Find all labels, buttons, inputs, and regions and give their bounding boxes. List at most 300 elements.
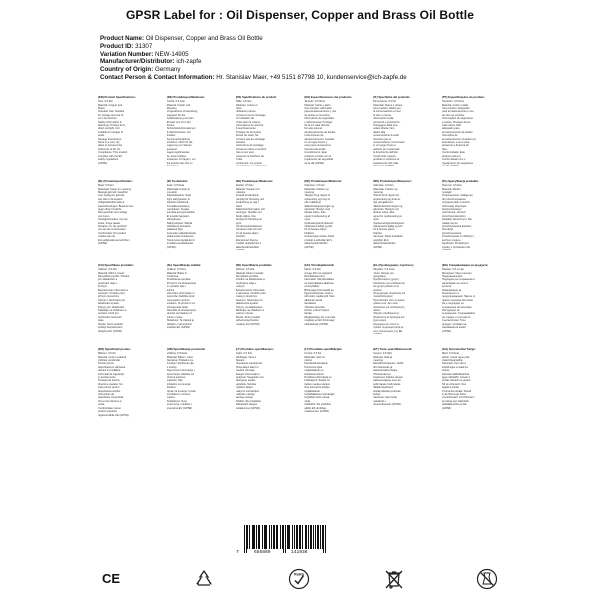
spec-line: używania oleju w kuchni.	[441, 201, 471, 205]
spec-block	[442, 264, 506, 334]
spec-line: съхранение на киселини.	[441, 305, 473, 309]
info-label: Contact Person & Contact Information:	[100, 73, 215, 81]
spec-line: varování: Chraňte před	[98, 292, 125, 296]
spec-line: Størrelse: 0,5 liter	[304, 184, 325, 188]
spec-line: Safety Information &	[98, 120, 122, 124]
spec-block	[304, 180, 368, 250]
spec-line: Προστατέψτε από το άμεσο	[373, 298, 405, 302]
spec-line: Größe: 0,5 Liter	[166, 100, 185, 104]
spec-line: τους κανονισμούς της ΕΕ	[373, 329, 403, 333]
spec-line: misiņš	[304, 359, 312, 363]
spec-line: solar direta. Não	[441, 124, 462, 128]
spec-line: directe du soleil. Ne	[235, 134, 259, 138]
spec-line: predpisy EÚ (GPSR).	[235, 322, 261, 326]
spec-line: seco para conservar la	[304, 144, 331, 148]
spec-line: direkter	[166, 134, 176, 138]
spec-line: atbilst ES drošības	[304, 406, 327, 410]
spec-line: y advertencias: Proteger	[304, 120, 333, 124]
spec-line: säilytykseen.	[166, 218, 182, 222]
spec-line: Rendeltetésszerű	[304, 275, 325, 279]
spec-line: Información de seguridad	[304, 117, 334, 121]
spec-line: Οδηγίες αποθήκευσης:	[373, 312, 400, 316]
ce-mark-icon: CE	[101, 571, 121, 586]
spec-line: d'acides.	[235, 141, 246, 145]
barcode-number-middle-right: 141936	[291, 550, 308, 555]
spec-line: bezpieczeństwa i	[441, 208, 462, 212]
spec-block-title: (ET) Toote spetsifikatsioonid:	[373, 348, 413, 351]
spec-line: mosiądz	[441, 191, 452, 195]
spec-line: Dydis: 0,5 litro	[235, 352, 253, 356]
spec-line: fräschör.	[235, 235, 246, 239]
spec-line: Przeznaczenie: Nadaje się	[441, 194, 473, 198]
spec-line: svjetlosti. Nije	[166, 379, 183, 383]
no-acid-icon	[476, 568, 498, 590]
spec-line: in un luogo fresco e	[373, 144, 396, 148]
spec-line: oppfyller EUs	[373, 238, 389, 242]
spec-line: messinki	[166, 191, 177, 195]
spec-line: Käyttötarkoitus: Sopii	[166, 194, 192, 198]
spec-block	[236, 264, 300, 334]
spec-line: solare diretta. Non	[373, 127, 395, 131]
spec-line: Pokyny pro skladování:	[98, 305, 125, 309]
spec-line: tegen direct zonlicht.	[98, 208, 122, 212]
spec-line: Materiaal: Koper en messing	[98, 187, 132, 191]
spec-line: tiesioginių saulės	[235, 379, 256, 383]
spec-line: olje på kjøkkenet.	[373, 201, 394, 205]
spec-line: Zgodność: Produkt jest	[441, 242, 469, 246]
spec-line: pro skladování a	[98, 278, 118, 282]
spec-line: кухнята.	[441, 285, 452, 289]
spec-line: prikladno za čuvanje	[166, 382, 191, 386]
spec-line: friskhet.	[373, 231, 383, 235]
spec-line: Instrucțiuni de	[98, 393, 115, 397]
barcode	[236, 525, 332, 561]
spec-line: ostrzeżenia: Chronić	[441, 211, 466, 215]
spec-line: regulamento de segurança	[441, 161, 473, 165]
info-row	[100, 35, 580, 43]
spec-line: Skladujte na chladnom a	[235, 309, 264, 313]
spec-line: използване на олио в	[441, 281, 468, 285]
spec-line: Piemērots eļļas	[304, 365, 323, 369]
spec-line: noteikumiem (GPSR).	[304, 410, 330, 414]
spec-line: čuvanje i korištenje ulja	[166, 362, 194, 366]
spec-line: et l'utilisation de	[235, 117, 254, 121]
spec-line	[442, 249, 506, 250]
spec-line: neposredno sončno	[166, 298, 190, 302]
spec-block-title: (LT) Produkto specifikacijos:	[235, 348, 274, 351]
spec-block	[167, 180, 231, 250]
spec-line: sholas díreach na gréine.	[441, 379, 472, 383]
info-value: NEW-14905	[153, 50, 189, 58]
spec-block-title: (BG) Спецификации на продукта:	[441, 264, 489, 267]
spec-line: Méid: 0,5 lítear	[441, 352, 460, 356]
spec-line: skladování kyselin.	[98, 302, 120, 306]
spec-line: Varnostne informacije in	[166, 292, 195, 296]
spec-line: Protéger de la lumière	[235, 130, 262, 134]
spec-line: (GPSR).	[166, 245, 177, 249]
spec-line: Sikkerhetsinformasjon og	[373, 204, 403, 208]
spec-block-title: (DE) Produktspezifikationen:	[166, 96, 206, 99]
spec-line: armazenamento de ácidos.	[441, 130, 474, 134]
spec-line: tárolja.	[304, 312, 313, 316]
spec-line: și avertismente:	[98, 376, 117, 380]
spec-line: Material: Baker in	[166, 271, 187, 275]
spec-line: Informações de segurança	[441, 117, 473, 121]
spec-line: Faisnéis sábháilteachta	[441, 372, 470, 376]
spec-line: reikalavimus (GPSR).	[235, 406, 261, 410]
info-value: Germany	[153, 66, 181, 74]
barcode-bar	[277, 525, 278, 549]
spec-line: Conformidade: Este	[441, 151, 465, 155]
spec-line: Uzglabāšanas instrukcijas:	[304, 393, 336, 397]
spec-line: Skladujte na chladném a	[98, 309, 127, 313]
spec-line: depozitarea acizilor.	[98, 389, 121, 393]
spec-line: syrer.	[304, 218, 311, 222]
spec-line: izravne sunčeve	[166, 376, 186, 380]
spec-block	[304, 348, 368, 418]
spec-line: stóráil agus a úsáid sa	[441, 365, 468, 369]
spec-line: (GPSR).	[98, 242, 108, 246]
spec-line: κουζίνα.	[373, 288, 383, 292]
spec-block-title: (IT) Specifiche del prodotto:	[373, 96, 411, 99]
barcode-bar	[297, 525, 298, 549]
spec-line: Shoda: Tento produkt	[98, 322, 123, 326]
barcode-bar	[300, 525, 301, 549]
spec-line: alkalmas savak	[304, 298, 323, 302]
spec-line: Materiaali: Kupari ja	[166, 187, 190, 191]
spec-line: продукт отговаря на	[441, 322, 467, 326]
spec-block-title: (FR) Spécifications du produit:	[235, 96, 277, 99]
spec-line: kuhinji.	[166, 288, 175, 292]
spec-line: przechowywania kwasów.	[441, 225, 472, 229]
spec-block	[373, 348, 437, 418]
spec-line: Uso previsto: Adequado	[441, 107, 470, 111]
spec-line: kuchyni.	[235, 285, 246, 289]
spec-line: światłem słonecznym. Nie	[441, 218, 472, 222]
spec-line: Einsatz von Öl in der	[166, 120, 191, 124]
spec-line: Laikykite vėsioje,	[235, 393, 256, 397]
spec-line: nadaje się do	[441, 221, 458, 225]
spec-block	[167, 348, 231, 418]
spec-line: sobi hapete hoidmiseks.	[373, 382, 402, 386]
spec-line: Uso previsto: Adatto per	[373, 107, 401, 111]
spec-line: do przechowywania i	[441, 197, 467, 201]
spec-line: för att bevara oljans	[235, 231, 259, 235]
spec-line: suchom mieste.	[235, 312, 254, 316]
spec-line: Προβλεπόμενη χρήση:	[373, 278, 400, 282]
spec-line: Storage Instructions:	[98, 137, 122, 141]
spec-line: uscat.	[98, 403, 105, 407]
spec-block	[373, 264, 437, 334]
spec-line: Κατάλληλο για αποθήκευση	[373, 281, 405, 285]
spec-line: brīdinājumi: Sargāt no	[304, 379, 330, 383]
spec-line: direkte sollys. Ikke	[373, 211, 395, 215]
barcode-bar	[259, 525, 260, 549]
spec-line: van zuren.	[98, 214, 111, 218]
spec-line: Proteggere dalla luce	[373, 124, 398, 128]
spec-line: megfelel az EU biztonsági	[304, 319, 335, 323]
specifications-grid	[98, 96, 506, 418]
spec-line: Material: Kupfer und	[166, 103, 191, 107]
spec-line: friskhed.	[304, 231, 315, 235]
spec-line: for storage and use of	[98, 113, 124, 117]
spec-block-title: (RO) Specificații produs:	[98, 348, 131, 351]
spec-line: produto está em	[441, 154, 461, 158]
spec-line: Storlek: 0,5 liter	[235, 184, 254, 188]
spec-line: Przechowywać w chłodnym,	[441, 235, 475, 239]
spec-line: Veličina: 0,5 litara	[166, 352, 188, 356]
barcode-bar	[323, 525, 324, 553]
spec-line: Lämplig för förvaring och	[235, 197, 265, 201]
spec-block-title: (GA) Sonraíochtaí Táirge:	[441, 348, 476, 351]
spec-line: Veľkosť: 0,5 litra	[235, 268, 255, 272]
spec-line: (GPSR).	[304, 245, 315, 249]
spec-line	[442, 165, 506, 166]
spec-line: Materiał: Miedź i	[441, 187, 461, 191]
spec-line: suitable for storage of	[98, 130, 123, 134]
spec-line: Tamaño: 0,5 litros	[304, 100, 325, 104]
spec-line: Conformitate: Acest	[98, 406, 121, 410]
spec-block-title: (SE) Produktspecifikationer:	[235, 180, 274, 183]
spec-line: Säkerhetsinformation och	[235, 208, 266, 212]
spec-line: frais et sec pour	[235, 151, 255, 155]
spec-line: sikkerhetsforskrifter	[373, 242, 396, 246]
barcode-bars	[244, 525, 326, 549]
spec-line: koele, droge plaats	[98, 221, 120, 225]
spec-line: para armazenamento e uso	[441, 110, 474, 114]
spec-line: Intended Use: Suitable	[98, 110, 125, 114]
spec-line: Mărime: 0,5 litri	[98, 352, 116, 356]
barcode-bar	[325, 525, 326, 553]
spec-line: direkte sollys. Ikke	[304, 211, 326, 215]
spec-block-title: (DK) Produktspecifikationer:	[304, 180, 343, 183]
spec-line: Bezpečnostné informácie	[235, 288, 265, 292]
barcode-bar	[289, 525, 290, 549]
spec-line: viileässä ja kuivassa	[166, 225, 191, 229]
spec-line: Zhoda: Tento produkt	[235, 315, 261, 319]
spec-line: local fresco e seco para	[441, 141, 470, 145]
spec-line: shranjevanje kislin.	[166, 305, 189, 309]
spec-line: Sukladnost: Ovaj	[166, 399, 187, 403]
spec-line: produkt uppfyller EU:s	[235, 242, 262, 246]
spec-line: Primerno za shranjevanje	[166, 281, 197, 285]
spec-line: Lagerung von Säuren	[166, 144, 192, 148]
spec-line: depozitare: Depozitați	[98, 396, 124, 400]
spec-line: almacenamiento: Guardar	[304, 137, 335, 141]
spec-line: & avertissements:	[235, 127, 257, 131]
spec-line: Veiligheidsinformatie &	[98, 201, 125, 205]
spec-line: Comhlíonadh: Comhlíonann	[441, 396, 475, 400]
spec-line: na hladnom i suhom	[166, 393, 191, 397]
spec-line: Atbilstība: Šis produkts	[304, 403, 331, 407]
barcode-bar	[285, 525, 286, 553]
spec-line: įspėjimai: Saugokite nuo	[235, 376, 264, 380]
spec-line: Ei sovellu happojen	[166, 214, 190, 218]
spec-line: Predvidena uporaba:	[166, 278, 191, 282]
spec-block	[98, 348, 162, 418]
spec-line: Informazioni sulla	[373, 117, 394, 121]
spec-line: Protejați de lumina	[98, 379, 120, 383]
spec-line: Не е подходящ за	[441, 302, 464, 306]
spec-line: direkt solljus. Inte	[235, 214, 256, 218]
spec-block	[304, 264, 368, 334]
spec-line: Convient pour le stockage	[235, 113, 266, 117]
spec-line: Paredzētā lietošana:	[304, 362, 329, 366]
spec-line: õli hoidmiseks ja	[373, 365, 393, 369]
info-label: Manufacturer/Distributor:	[100, 58, 175, 66]
spec-line: Brass	[98, 107, 105, 111]
spec-block-title: (PL) Specyfikacja produktu:	[441, 180, 479, 183]
spec-line: uleiului în bucătărie.	[98, 369, 122, 373]
spec-line: Laikymo instrukcijos:	[235, 389, 260, 393]
spec-block	[373, 180, 437, 250]
spec-block	[442, 348, 506, 418]
spec-line: suhem mestu.	[166, 315, 184, 319]
spec-line: place to preserve the	[98, 144, 123, 148]
spec-line: Conserver dans un endroit	[235, 147, 267, 151]
spec-line: ηλιακό φως. Δεν είναι	[373, 302, 398, 306]
spec-line: mässing	[235, 191, 246, 195]
spec-line: Skladnost: Ta izdelek je	[166, 319, 194, 323]
info-row	[100, 74, 580, 82]
spec-block	[98, 96, 162, 166]
spec-line: armazenamento: Guardar em	[441, 137, 477, 141]
spec-line: Vorgesehene Verwendung:	[166, 110, 198, 114]
spec-line: Материал: Мед и месинг	[441, 271, 472, 275]
spec-line: skladen z varnostnimi	[166, 322, 192, 326]
spec-line: conformidade com o	[441, 158, 466, 162]
spec-line: Velikost: 0,5 litru	[98, 268, 117, 272]
spec-block-title: (FI) Tuotetiedot:	[166, 180, 188, 183]
spec-line: egnet for oppbevaring av	[373, 214, 402, 218]
spec-line: předpisy EU (GPSR).	[98, 329, 123, 333]
spec-block-title: (SL) Specifikacije izdelka:	[166, 264, 201, 267]
spec-line: l'huile.	[235, 158, 243, 162]
spec-line: przechowywania:	[441, 231, 462, 235]
spec-line: syrer.	[373, 218, 380, 222]
spec-line: και χρήση λαδιού στην	[373, 285, 400, 289]
spec-line: Numatytas naudojimas:	[235, 362, 263, 366]
spec-line: naudoti virtuvėje.	[235, 369, 256, 373]
spec-line: Säilytysohjeet: Säilytä	[166, 221, 193, 225]
barcode-bar	[249, 525, 250, 549]
spec-line: Opslaginstructies: Op een	[98, 218, 128, 222]
spec-line: Tárolási útmutató:	[304, 305, 326, 309]
info-value: Hr. Stanislav Maer, +49 5151 87798 10, kundenservice@ich-zapfe.de	[214, 73, 407, 81]
spec-line: for å bevare oljens	[373, 228, 395, 232]
barcode-bar	[308, 525, 309, 549]
spec-line: Avsedd användning:	[235, 194, 260, 198]
spec-line: conservazione di acidi.	[373, 134, 400, 138]
spec-line: изискванията на ЕС	[441, 326, 467, 330]
info-row	[100, 43, 580, 51]
spec-line: Подходящ за съхранение и	[441, 278, 475, 282]
spec-line: Material: Cobre y latón	[304, 103, 331, 107]
spec-line: agus rabhaidh: Cosain ó	[441, 376, 471, 380]
spec-line: säkerhetsföreskrifter	[235, 245, 260, 249]
spec-line: Matériau: Cuivre et	[235, 103, 258, 107]
spec-line: Materiāls: Varš un	[304, 355, 326, 359]
spec-line: para almacenamiento y uso	[304, 110, 337, 114]
spec-line: προειδοποιήσεις:	[373, 295, 393, 299]
spec-line: aigéid a stóráil.	[441, 386, 460, 390]
spec-line: Säilitamisjuhised:	[373, 386, 394, 390]
spec-line: οξέων.	[373, 309, 381, 313]
spec-line: predpisi EU (GPSR).	[166, 326, 191, 330]
spec-line	[236, 165, 300, 166]
spec-line: Instruções de	[441, 134, 458, 138]
spec-line: No apto para el	[304, 127, 323, 131]
spec-line: Uso previsto: Adecuado	[304, 107, 332, 111]
spec-line: skladovanie kyselín.	[235, 302, 259, 306]
spec-line: Lagerungshinweise:	[166, 151, 190, 155]
spec-line: köket.	[235, 204, 243, 208]
spec-line: priamym slnečným	[235, 295, 258, 299]
spec-line: Warnings: Product from	[98, 124, 126, 128]
spec-line: Cumplimiento: Este	[304, 151, 327, 155]
spec-line: (GPSR).	[441, 329, 452, 333]
spec-line: turvallisuusmääräykset	[166, 242, 194, 246]
spec-line: EU-veiligheidsvoorschriften	[98, 238, 130, 242]
product-info	[100, 35, 580, 82]
spec-line: van de olie te behouden.	[98, 228, 127, 232]
spec-line: complies with the EU	[98, 154, 123, 158]
spec-line: tiešiem saules stariem.	[304, 382, 331, 386]
spec-line	[167, 165, 231, 166]
spec-line: direct sunlight. Not	[98, 127, 120, 131]
spec-line: Küche.	[166, 124, 175, 128]
spec-line: Maat: 0,5 liter	[98, 184, 114, 188]
spec-line: Material: Cobre e latão	[441, 103, 469, 107]
spec-line: Vhodné na skladovanie a	[235, 278, 265, 282]
spec-line: Dimensione: 0,5 litri	[373, 100, 396, 104]
spec-line: lietošanai virtuvē.	[304, 372, 325, 376]
barcode-bar	[315, 525, 316, 549]
spec-line: Oppbevaringsinstruksjoner:	[373, 221, 405, 225]
spec-line: egnet til opbevaring af	[304, 214, 330, 218]
spec-line: an táirge seo rialacháin	[441, 399, 469, 403]
spec-line: Material: Copper and	[98, 103, 123, 107]
spec-line: безопасност и	[441, 292, 460, 296]
spec-line: uzglabāšanai.	[304, 389, 321, 393]
spec-line: öljyn säilytykseen ja	[166, 197, 190, 201]
spec-line: Инструкции за	[441, 309, 460, 313]
spec-line: opozorila: Zaščitite pred	[166, 295, 195, 299]
spec-block-title: (SK) Špecifikácia produktu:	[235, 264, 273, 267]
spec-line: Beoogd gebruik: Geschikt	[98, 191, 128, 195]
spec-line: žiarením. Nevhodné na	[235, 298, 263, 302]
spec-line: Materiale: Rame e ottone	[373, 103, 403, 107]
spec-line: lämplig för förvaring av	[235, 218, 262, 222]
spec-line: Messing	[166, 107, 177, 111]
barcode-bar	[294, 525, 295, 549]
compliance-symbols	[100, 568, 500, 592]
spec-line: die Frische des Öls zu	[166, 161, 193, 165]
spec-line: directă a soarelui. Nu	[98, 382, 123, 386]
spec-line: tárolására.	[304, 302, 317, 306]
spec-block	[167, 96, 231, 166]
spec-line: spindulių. Netinka	[235, 382, 257, 386]
spec-line: Koko: 0,5 litraa	[166, 184, 185, 188]
spec-line: käyttöön keittiössä.	[166, 201, 189, 205]
spec-line: Aufbewahrung und den	[166, 117, 194, 121]
spec-line: (GPSR).	[98, 161, 108, 165]
spec-block-title: (NO) Produktspesifikasjoner:	[373, 180, 412, 183]
spec-line: Taille: 0,5 litre	[235, 100, 252, 104]
spec-line: sausoje vietoje.	[235, 396, 254, 400]
spec-line: proizvod je u skladu s	[166, 403, 192, 407]
spec-line: предупреждения: Пазете от	[441, 295, 476, 299]
